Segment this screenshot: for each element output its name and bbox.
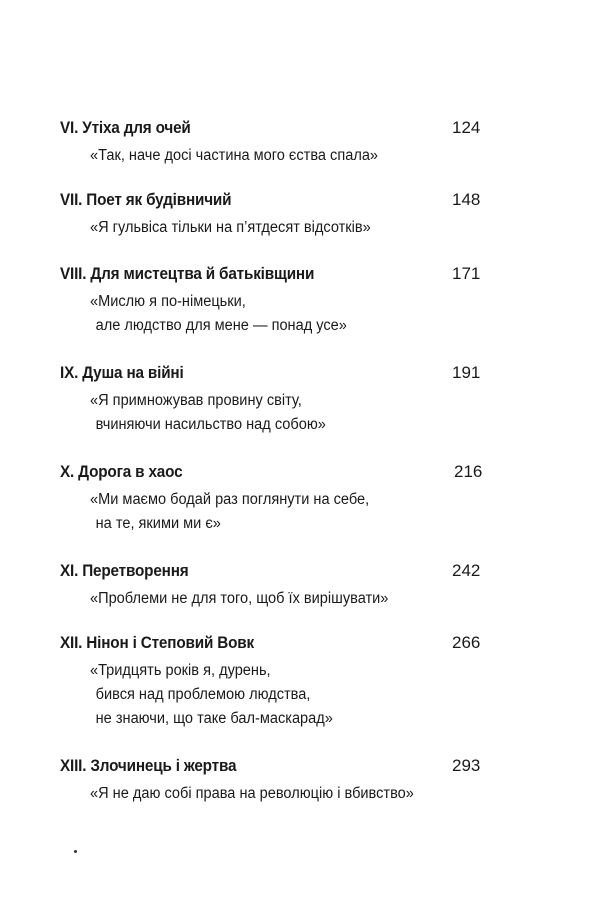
chapter-title: XIII. Злочинець і жертва xyxy=(60,756,237,775)
epigraph-line: «Я гульвіса тільки на п’ятдесят відсотків» xyxy=(90,219,371,236)
page-number: 242 xyxy=(452,561,481,580)
epigraph-line: на те, якими ми є» xyxy=(95,515,221,532)
page-number: 293 xyxy=(452,756,481,775)
chapter-epigraph xyxy=(90,389,326,437)
chapter-title: X. Дорога в хаос xyxy=(60,462,183,481)
epigraph-line: «Тридцять років я, дурень, xyxy=(90,662,271,679)
chapter-epigraph xyxy=(90,587,388,611)
epigraph-line: але людство для мене — понад усе» xyxy=(95,317,347,334)
page-number: 266 xyxy=(452,633,481,652)
epigraph-line: «Проблеми не для того, щоб їх вирішувати» xyxy=(90,590,389,607)
chapter-title: VI. Утіха для очей xyxy=(60,118,191,137)
chapter-epigraph xyxy=(90,144,378,168)
chapter-title: VIII. Для мистецтва й батьківщини xyxy=(60,264,315,283)
epigraph-line: не знаючи, що таке бал-маскарад» xyxy=(95,710,333,727)
chapter-epigraph xyxy=(90,290,347,338)
chapter-title: IX. Душа на війні xyxy=(60,363,184,382)
scan-speck xyxy=(74,850,77,853)
chapter-epigraph xyxy=(90,488,369,536)
epigraph-line: бився над проблемою людства, xyxy=(95,686,311,703)
epigraph-line: вчиняючи насильство над собою» xyxy=(95,416,326,433)
epigraph-line: «Ми маємо бодай раз поглянути на себе, xyxy=(90,491,370,508)
page-number: 216 xyxy=(454,462,483,481)
page-number: 148 xyxy=(452,190,481,209)
chapter-epigraph xyxy=(90,782,414,806)
epigraph-line: «Я примножував провину світу, xyxy=(90,392,302,409)
page-number: 124 xyxy=(452,118,481,137)
chapter-title: VII. Поет як будівничий xyxy=(60,190,232,209)
chapter-epigraph xyxy=(90,659,333,731)
page-number: 191 xyxy=(452,363,481,382)
epigraph-line: «Я не даю собі права на революцію і вбивство» xyxy=(90,785,414,802)
chapter-epigraph xyxy=(90,216,371,240)
epigraph-line: «Мислю я по-німецьки, xyxy=(90,293,246,310)
chapter-title: XI. Перетворення xyxy=(60,561,189,580)
page-number: 171 xyxy=(452,264,481,283)
epigraph-line: «Так, наче досі частина мого єства спала» xyxy=(90,147,379,164)
chapter-title: XII. Нінон і Степовий Вовк xyxy=(60,633,254,652)
